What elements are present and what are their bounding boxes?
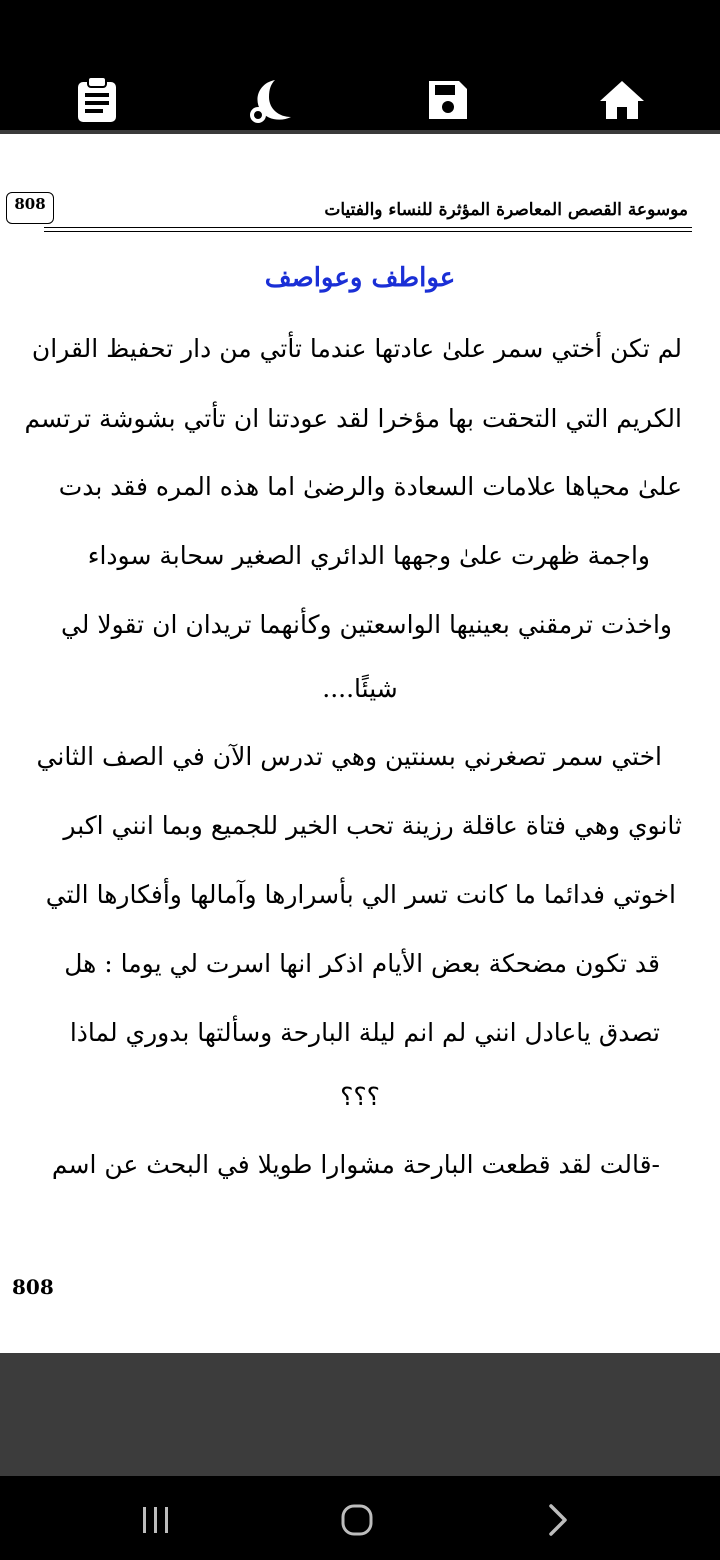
- save-button[interactable]: [418, 70, 478, 130]
- book-page: [0, 138, 720, 1353]
- text-line: ؟؟؟: [340, 1082, 380, 1111]
- text-line: اخوتي فدائما ما كانت تسر الي بأسرارها وآمالها وأفكارها التي: [45, 880, 676, 909]
- text-line: علىٰ محياها علامات السعادة والرضىٰ اما هذه المره فقد بدت: [58, 472, 682, 501]
- header-divider: [44, 227, 692, 228]
- home-nav-button[interactable]: [327, 1496, 387, 1544]
- text-line: الكريم التي التحقت بها مؤخرا لقد عودتنا ان تأتي بشوشة ترتسم: [24, 404, 682, 433]
- home-circle-icon: [340, 1503, 374, 1537]
- back-button[interactable]: [528, 1496, 588, 1544]
- night-mode-icon: [245, 77, 295, 123]
- footer-page-number: 808: [12, 1275, 54, 1299]
- book-header-title: موسوعة القصص المعاصرة المؤثرة للنساء والفتيات: [324, 200, 688, 220]
- story-title: عواطف وعواصف: [264, 263, 456, 293]
- recent-apps-button[interactable]: [126, 1496, 186, 1544]
- text-line: اختي سمر تصغرني بسنتين وهي تدرس الآن في الصف الثاني: [36, 742, 662, 771]
- clipboard-icon: [75, 76, 119, 124]
- text-line: -قالت لقد قطعت البارحة مشوارا طويلا في البحث عن اسم: [51, 1150, 660, 1179]
- clipboard-button[interactable]: [67, 70, 127, 130]
- text-line: واجمة ظهرت علىٰ وجهها الدائري الصغير سحابة سوداء: [87, 541, 650, 570]
- text-line: شيئًا....: [322, 674, 398, 703]
- header-divider-thin: [44, 231, 692, 232]
- system-navigation-bar: [0, 1476, 720, 1560]
- recent-apps-icon: [140, 1505, 172, 1535]
- text-line: واخذت ترمقني بعينيها الواسعتين وكأنهما تريدان ان تقولا لي: [60, 610, 672, 639]
- bottom-panel: [0, 1353, 720, 1476]
- text-line: لم تكن أختي سمر علىٰ عادتها عندما تأتي من دار تحفيظ القران: [31, 334, 682, 363]
- page-number-badge: 808: [6, 192, 54, 224]
- text-line: قد تكون مضحكة بعض الأيام اذكر انها اسرت لي يوما : هل: [64, 949, 660, 978]
- text-line: تصدق ياعادل انني لم انم ليلة البارحة وسألتها بدوري لماذا: [69, 1018, 660, 1047]
- save-icon: [426, 78, 470, 122]
- home-icon: [598, 79, 646, 121]
- night-mode-button[interactable]: [240, 70, 300, 130]
- home-button[interactable]: [592, 70, 652, 130]
- top-toolbar: [0, 0, 720, 134]
- text-line: ثانوي وهي فتاة عاقلة رزينة تحب الخير للجميع وبما انني اكبر: [63, 811, 682, 840]
- chevron-right-icon: [546, 1503, 570, 1537]
